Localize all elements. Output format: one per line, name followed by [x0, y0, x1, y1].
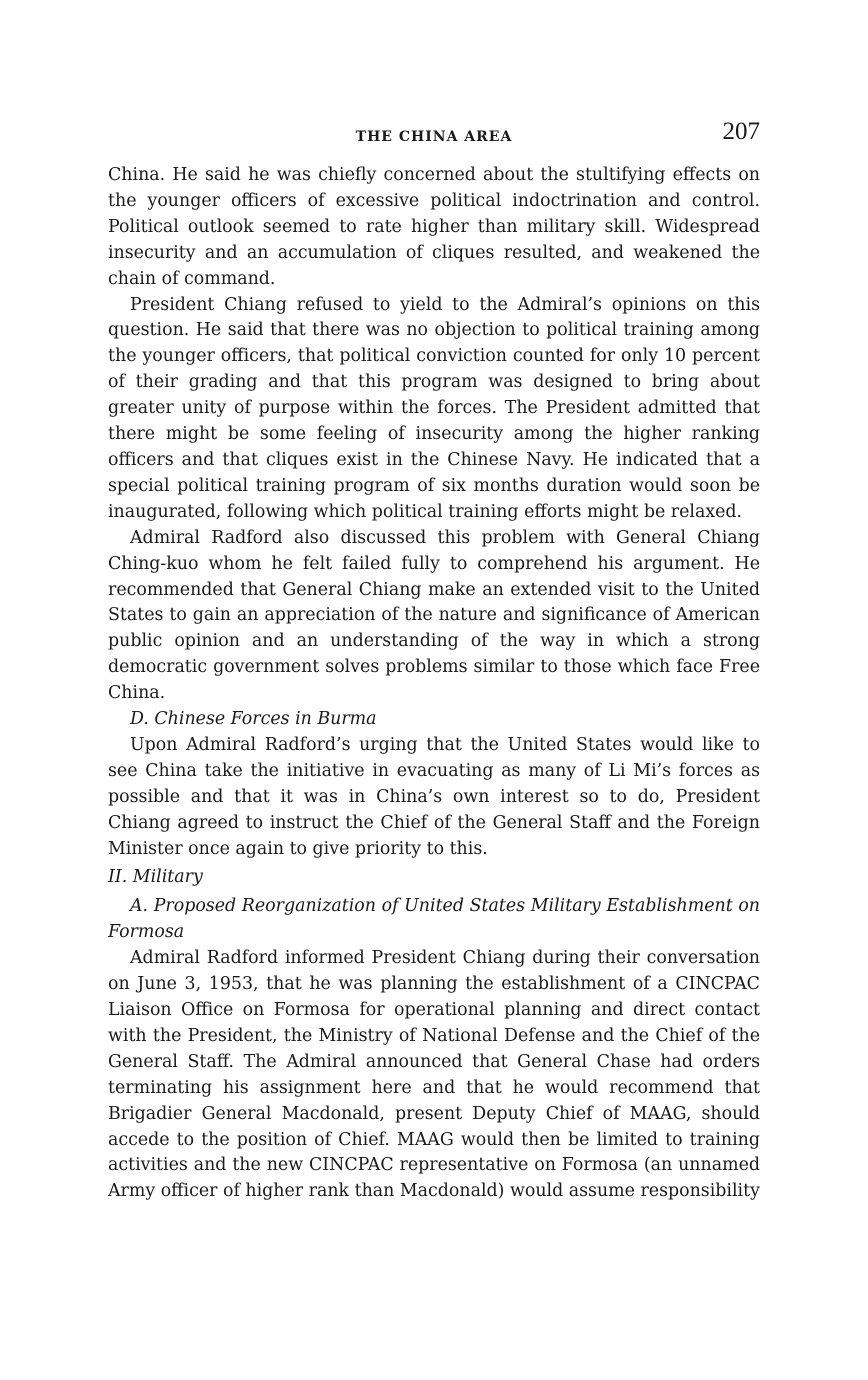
paragraph-chiang-ching-kuo: Admiral Radford also discussed this problem with General Chiang Ching-kuo whom he felt failed fully to comprehend his argument. He recommended that General Chiang make an extended visit to the United States to gain an appreciation of the nature and significance of American public opinion and an understanding of the way in which a strong democratic government solves problems similar to those which face Free China.: [108, 527, 760, 704]
paragraph-continuation: China. He said he was chiefly concerned about the stultifying effects on the younger officers of excessive political indoctrination and control. Political outlook seemed to rate higher than military skill. Widespread insecurity and an accumulation of cliques resulted, and weakened the chain of command.: [108, 165, 760, 289]
running-title: THE CHINA AREA: [355, 129, 513, 145]
section-heading-military: II. Military: [108, 867, 203, 888]
section-heading-reorganization: A. Proposed Reorganization of United States Military Establishment on Formosa: [108, 896, 760, 943]
running-head: [108, 118, 760, 152]
paragraph-reorganization: Admiral Radford informed President Chiang during their conversation on June 3, 1953, that he was planning the establishment of a CINCPAC Liaison Office on Formosa for operational planning and direct contact with the President, the Ministry of National Defense and the Chief of the General Staff. The Admiral announced that General Chase had orders terminating his assignment here and that he would recommend that Brigadier General Macdonald, present Deputy Chief of MAAG, should accede to the position of Chief. MAAG would then be limited to training activities and the new CINCPAC representative on Formosa (an unnamed Army officer of higher rank than Macdonald) would assume responsibility: [108, 948, 760, 1202]
section-heading-burma: D. Chinese Forces in Burma: [130, 709, 377, 730]
paragraph-chiang-response: President Chiang refused to yield to the Admiral’s opinions on this question. He said that there was no objection to political training among the younger officers, that political conviction counted for only 10 percent of their grading and that this program was designed to bring about greater unity of purpose within the forces. The President admitted that there might be some feeling of insecurity among the higher ranking officers and that cliques exist in the Chinese Navy. He indicated that a special political training program of six months duration would soon be inaugurated, following which political training efforts might be relaxed.: [108, 294, 760, 522]
body-text: [108, 163, 760, 1205]
paragraph-burma-forces: Upon Admiral Radford’s urging that the United States would like to see China take the initiative in evacuating as many of Li Mi’s forces as possible and that it was in China’s own interest so to do, President Chiang agreed to instruct the Chief of the General Staff and the Foreign Minister once again to give priority to this.: [108, 734, 760, 859]
page-number: 207: [722, 118, 760, 145]
